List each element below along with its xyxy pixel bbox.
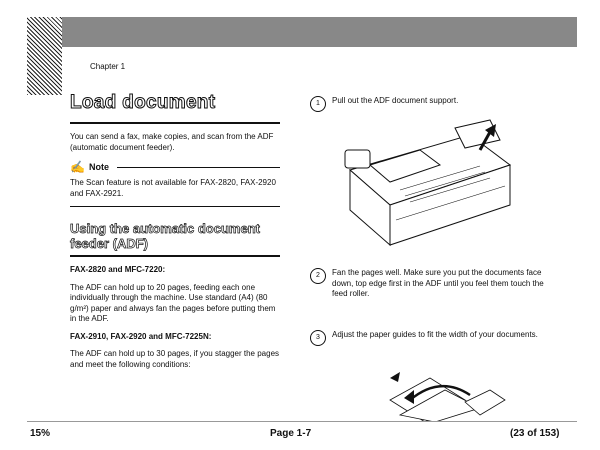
footer-rule bbox=[27, 421, 577, 422]
note-rule bbox=[70, 206, 280, 207]
step-3-text: Adjust the paper guides to fit the width of your documents. bbox=[332, 330, 538, 339]
section-rule bbox=[70, 255, 280, 257]
step-1-badge: 1 bbox=[310, 96, 326, 112]
step-3 bbox=[310, 330, 545, 346]
paper-guides-illustration bbox=[370, 360, 520, 422]
step-2-text: Fan the pages well. Make sure you put the documents face down, top edge first in the ADF until you feel them touch the feed roller. bbox=[332, 268, 544, 298]
intro-text: You can send a fax, make copies, and scan from the ADF (automatic document feeder). bbox=[70, 132, 274, 152]
header-bar bbox=[62, 17, 577, 47]
note-text: The Scan feature is not available for FAX-2820, FAX-2920 and FAX-2921. bbox=[70, 178, 276, 198]
note-header bbox=[70, 160, 280, 174]
step-2 bbox=[310, 268, 545, 300]
section-title: Using the automatic document feeder (ADF) bbox=[70, 221, 260, 251]
page-indicator: Page 1-7 bbox=[270, 428, 312, 439]
zoom-level[interactable]: 15% bbox=[30, 428, 51, 439]
title-rule bbox=[70, 122, 280, 124]
step-3-badge: 3 bbox=[310, 330, 326, 346]
model-a-label: FAX-2820 and MFC-7220: bbox=[70, 265, 166, 274]
viewer-footer bbox=[0, 425, 600, 443]
page-count: (23 of 153) bbox=[510, 428, 560, 439]
page-title: Load document bbox=[70, 92, 216, 113]
chapter-label: Chapter 1 bbox=[90, 62, 126, 71]
note-pen-icon: ✍ bbox=[70, 160, 85, 174]
step-1-text: Pull out the ADF document support. bbox=[332, 96, 459, 105]
left-column bbox=[70, 92, 280, 377]
chapter-hatch-decoration bbox=[27, 17, 62, 95]
model-b-text: The ADF can hold up to 30 pages, if you stagger the pages and meet the following conditions: bbox=[70, 349, 280, 369]
model-b-label: FAX-2910, FAX-2920 and MFC-7225N: bbox=[70, 331, 212, 341]
fax-machine-illustration bbox=[330, 110, 520, 255]
step-2-badge: 2 bbox=[310, 268, 326, 284]
note-label: Note bbox=[88, 162, 109, 172]
model-a-text: The ADF can hold up to 20 pages, feeding each one individually through the machine. Use standard (A4) (80 g/m²) paper and always fan the pages before putting them in the ADF. bbox=[70, 282, 276, 323]
note-line bbox=[117, 167, 280, 168]
